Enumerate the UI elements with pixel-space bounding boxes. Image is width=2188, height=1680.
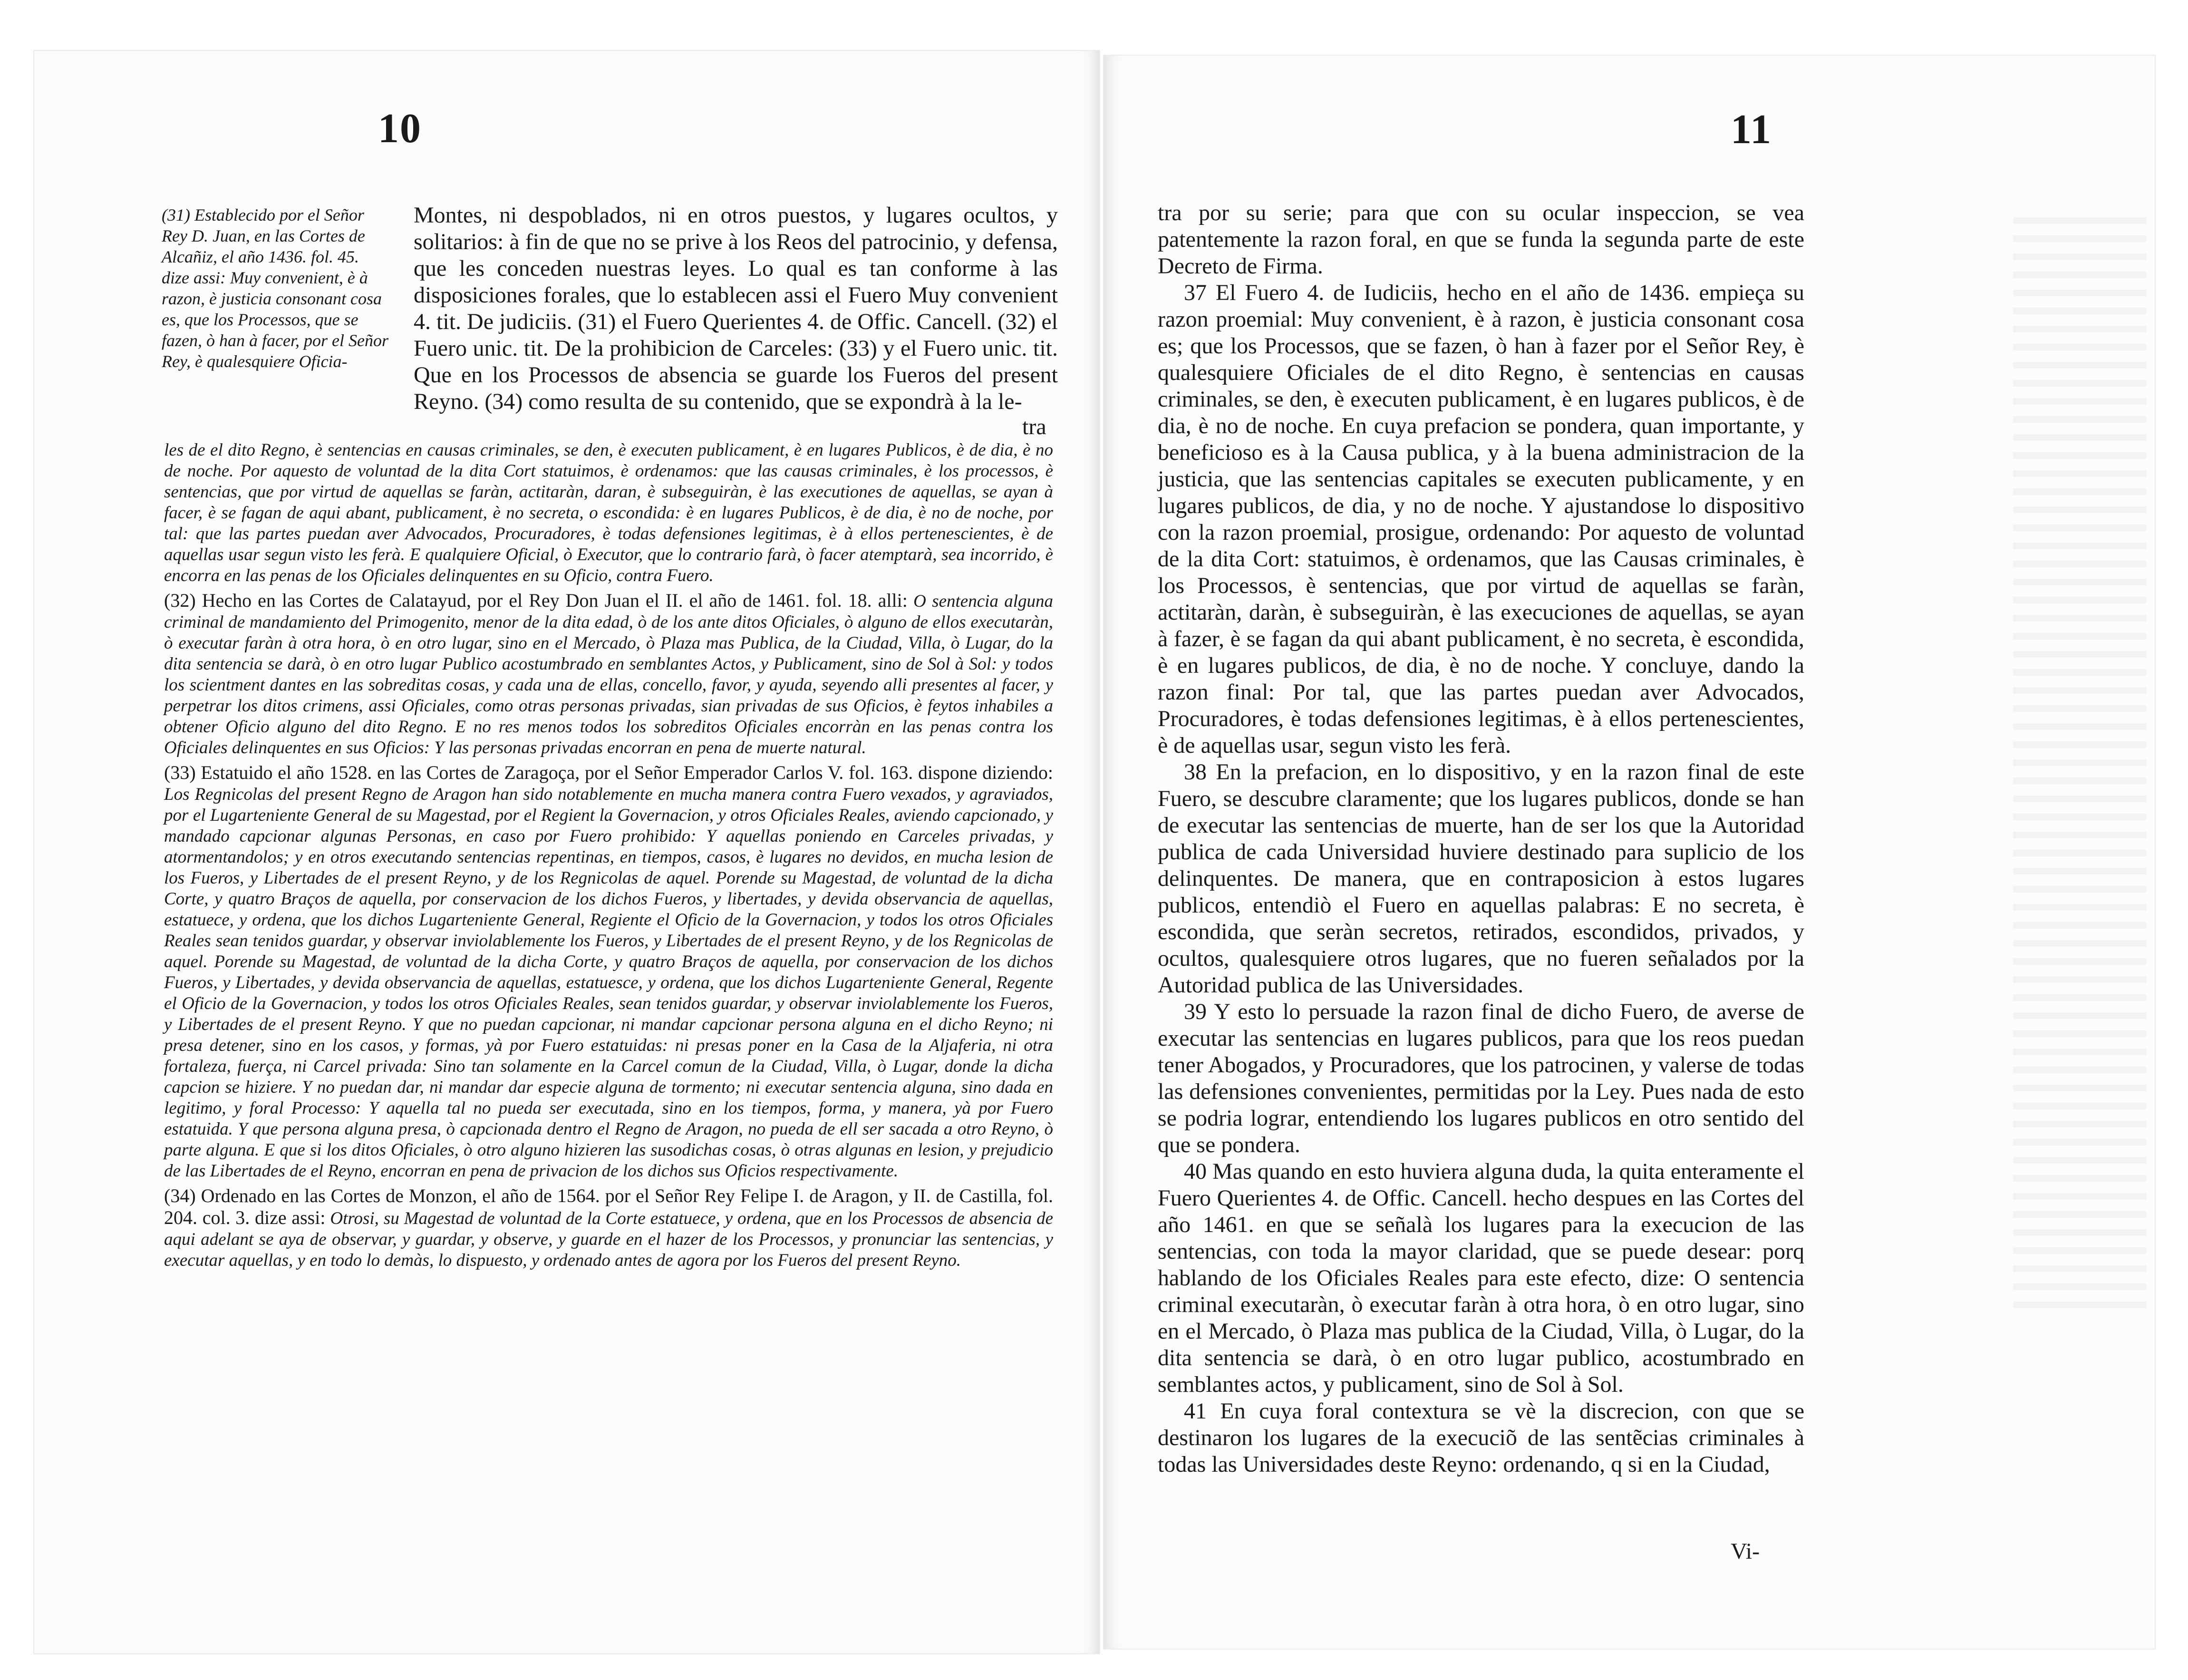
footnote-32 (164, 590, 1053, 758)
footnote-32-head: (32) Hecho en las Cortes de Calatayud, por el Rey Don Juan el II. el año de 1461. fol. 18. alli: (164, 590, 908, 611)
paragraph-continuation: tra por su serie; para que con su ocular inspeccion, se vea patentemente la razon foral, en que se funda la segunda parte de este Decreto de Firma. (1158, 200, 1804, 279)
paragraph-38: 38 En la prefacion, en lo dispositivo, y en la razon final de este Fuero, se descubre claramente; que los lugares publicos, donde se han de executar las sentencias de muerte, han de ser los que la Autoridad publica de cada Universidad huviere destinado para suplicio de los delinquentes. De manera, que en contraposicion à estos lugares publicos, entendiò el Fuero en aquellas palabras: E no secreta, è escondida, que seràn secretos, retirados, escondidos, privados, y ocultos, qualesquiere otros lugares, que no fueren señalados por la Autoridad publica de las Universidades. (1158, 759, 1804, 998)
page-number-left: 10 (378, 106, 422, 152)
footnote-31-cont: les de el dito Regno, è sentencias en causas criminales, se den, è executen publicament, è en lugares Publicos, è de dia, è no de noche. Por aquesto de voluntad de la dita Cort statuimos, è ordenamos: que las causas criminales, è los processos, è sentencias, que por virtud de aquellas se faràn, actitaràn, daran, è subseguiràn, è las executiones de aquellas, se ayan à facer, è se fagan de aqui abant, publicament, è no secreta, o escondida: è en lugares Publicos, è de dia, è no de noche, por tal: que las partes puedan aver Advocados, Procuradores, è todas defensiones legitimas, è à ellos pertenescientes, è de aquellas usar segun visto les ferà. E qualquiere Oficial, ò Executor, que lo contrario farà, ò facer atemptarà, sea incorrido, è encorra en las penas de los Oficiales delinquentes en su Oficio, contra Fuero. (164, 440, 1053, 585)
paragraph-40: 40 Mas quando en esto huviera alguna duda, la quita enteramente el Fuero Querientes 4. de Offic. Cancell. hecho despues en las Cortes del año 1461. en que se señalà los lugares para la execucion de las sentencias, con toda la mayor claridad, que se puede desear: porq hablando de los Oficiales Reales para este efecto, dize: O sentencia criminal executaràn, ò executar faràn à otra hora, ò en otro lugar, sino en el Mercado, ò Plaza mas publica de la Ciudad, Villa, ò Lugar, do la dita sentencia se darà, ò en otro lugar publico, acostumbrado en semblantes actos, y publicament, sino de Sol à Sol. (1158, 1159, 1804, 1397)
catchword-left: tra (1022, 414, 1046, 439)
sidenote-31-text: (31) Establecido por el Señor Rey D. Juan, en las Cortes de Alcañiz, el año 1436. fol. 45. dize assi: Muy convenient, è à razon, è justicia consonant cosa es, que los Processos, que se fazen, ò han à facer, por el Señor Rey, è qualesquiere Oficia- (162, 205, 388, 371)
footnote-33-head: (33) Estatuido el año 1528. en las Cortes de Zaragoça, por el Señor Emperador Carlos V. fol. 163. dispone diziendo: (164, 762, 1053, 783)
main-text-paragraph: Montes, ni despoblados, ni en otros puestos, y lugares ocultos, y solitarios: à fin de que no se prive à los Reos del patrocinio, y defensa, que les conceden nuestras leyes. Lo qual es tan conforme à las disposiciones forales, que lo establecen assi el Fuero Muy convenient 4. tit. De judiciis. (31) el Fuero Querientes 4. de Offic. Cancell. (32) el Fuero unic. tit. De la prohibicion de Carceles: (33) y el Fuero unic. tit. Que en los Processos de absencia se guarde los Fueros del present Reyno. (34) como resulta de su contenido, que se expondrà à la le- (414, 203, 1058, 414)
footnote-34-body: Otrosi, su Magestad de voluntad de la Corte estatuece, y ordena, que en los Processos de absencia de aqui adelant se aya de observar, y guardar, y observe, y guarde en el hazer de los Processos, y pronunciar las sentencias, y executar aquellas, y en todo lo demàs, lo dispuesto, y ordenado antes de agora por los Fueros del present Reyno. (164, 1209, 1053, 1270)
footnote-33-body: Los Regnicolas del present Regno de Aragon han sido notablemente en mucha manera contra Fuero vexados, y agraviados, por el Lugarteniente General de su Magestad, por el Regient la Governacion, y otros Oficiales Reales, aviendo capcionado, y mandado capcionar algunas Personas, en caso por Fuero prohibido: Y aquellas poniendo en Carceles privadas, y atormentandolos; y en otros executando sentencias repentinas, en tiempos, casos, è lugares no devidos, en mucha lesion de los Fueros, y Libertades de el present Reyno, y de los Regnicolas de aquel. Porende su Magestad, de voluntad de la dicha Corte, y quatro Braços de aquella, por conservacion de los dichos Fueros, y libertades, y devida observancia de aquellas, estatuece, y ordena, que los dichos Lugarteniente General, Regiente el Oficio de la Governacion, y todos los otros Oficiales Reales sean tenidos guardar, y observar inviolablemente los Fueros, y Libertades de el present Reyno, y de los Regnicolas de aquel. Porende su Magestad, de voluntad de la dicha Corte, y quatro Braços de aquella, por conservacion de los dichos Fueros, y Libertades, y devida observancia de aquellas, estatuesce, y ordena, que los dichos Lugarteniente General, Regente el Oficio de la Governacion, y todos los otros Oficiales Reales, sean tenidos guardar, y observar inviolablemente los Fueros, y Libertades de el present Reyno. Y que no puedan capcionar, ni mandar capcionar persona alguna en el dicho Reyno; ni presa detener, sino en los casos, y formas, yà por Fuero estatuidas: ni presas poner en la Casa de la Aljaferia, ni otra fortaleza, fuerça, ni Carcel privada: Sino tan solamente en la Carcel comun de la Ciudad, Villa, ò Lugar, donde la dicha capcion se hiziere. Y no puedan dar, ni mandar dar especie alguna de tormento; ni executar sentencia alguna, sino dada en legitimo, y foral Processo: Y aquella tal no pueda ser executada, sino en los tiempos, forma, y manera, yà por Fuero estatuida. Y que persona alguna presa, ò capcionada dentro el Regno de Aragon, no pueda de ell ser sacada a otro Reyno, ò parte alguna. E que si los ditos Oficiales, ò otro alguno hizieren las susodichas cosas, ò otras algunas en lesion, y prejudicio de las Libertades de el Reyno, encorran en pena de privacion de los dichos sus Oficios respectivamente. (164, 785, 1053, 1181)
paragraph-41: 41 En cuya foral contextura se vè la discrecion, con que se destinaron los lugares de la execuciõ de las sentẽcias criminales à todas las Universidades deste Reyno: ordenando, q si en la Ciudad, (1158, 1398, 1804, 1477)
main-text-top (414, 202, 1058, 415)
show-through-text (2013, 217, 2146, 1311)
right-main-text (1158, 200, 1804, 1478)
page-number-right: 11 (1731, 107, 1772, 153)
paragraph-37: 37 El Fuero 4. de Iudiciis, hecho en el año de 1436. empieça su razon proemial: Muy convenient, è à razon, è justicia consonant cosa es; que los Processos, que se fazen, ò han à fazer por el Señor Rey, è qualesquiere Oficiales de el dito Regno, è sentencias en causas criminales, se den, è executen publicament, è en lugares publicos, è de dia, è no de noche. En cuya prefacion se pondera, quan importante, y beneficioso es à la Causa publica, y à la buena administracion de la justicia, que las sentencias capitales se executen publicamente, y en lugares publicos, de dia, y no de noche. Y ajustandose lo dispositivo con la razon proemial, prosigue, ordenando: Por aquesto de voluntad de la dita Cort: statuimos, è ordenamos, que las Causas criminales, è los Processos, è sentencias, que por virtud de aquellas se faràn, actitaràn, daràn, è subseguiràn, è las execuciones de aquellas, se ayan à fazer, è se fagan da qui abant publicament, è no secreta, è escondida, è en lugares publicos, de dia, è no de noche. Y concluye, dando la razon final: Por tal, que las partes puedan aver Advocados, Procuradores, è todas defensiones legitimas, è à ellos pertenescientes, è de aquellas usar, segun visto les ferà. (1158, 280, 1804, 758)
paragraph-39: 39 Y esto lo persuade la razon final de dicho Fuero, de averse de executar las sentencias en lugares publicos, para que los reos puedan tener Abogados, y Procuradores, que los patrocinen, y valerse de todas las defensiones convenientes, permitidas por la Ley. Pues nada de esto se podria lograr, entendiendo los lugares publicos en otro sentido del que se pondera. (1158, 999, 1804, 1157)
footnote-32-body: O sentencia alguna criminal de mandamiento del Primogenito, menor de la dita edad, ò de los ante ditos Oficiales, ò alguno de ellos executaràn, ò executar faràn à otra hora, ò en otro lugar, sino en el Mercado, ò Plaza mas Publica, de la Ciudad, Villa, ò Lugar, do la dita sentencia se darà, ò en otro lugar Publico acostumbrado en semblantes Actos, y Publicament, sino de Sol à Sol: y todos los scientment dantes en las sobreditas cosas, y cada una de ellas, concello, favor, y ayuda, seyendo alli presentes al facer, y perpetrar los ditos crimens, assi Oficiales, como otras personas privadas, sian privadas de sus Oficios, è feytos inhabiles a obtener Oficio alguno del dito Regno. E no res menos todos los sobreditos Oficiales encorràn en las penas contra los Oficiales delinquentes en sus Oficios: Y las personas privadas encorran en pena de muerte natural. (164, 592, 1053, 757)
footnotes-block (164, 440, 1053, 1275)
footnote-34 (164, 1185, 1053, 1271)
footnote-34-head: (34) Ordenado en las Cortes de Monzon, el año de 1564. por el Señor Rey Felipe I. de Aragon, y II. de Castilla, fol. 204. col. 3. dize assi: (164, 1185, 1053, 1228)
sidenote-31 (162, 204, 390, 372)
footnote-33 (164, 762, 1053, 1182)
catchword-right: Vi- (1731, 1539, 1760, 1564)
